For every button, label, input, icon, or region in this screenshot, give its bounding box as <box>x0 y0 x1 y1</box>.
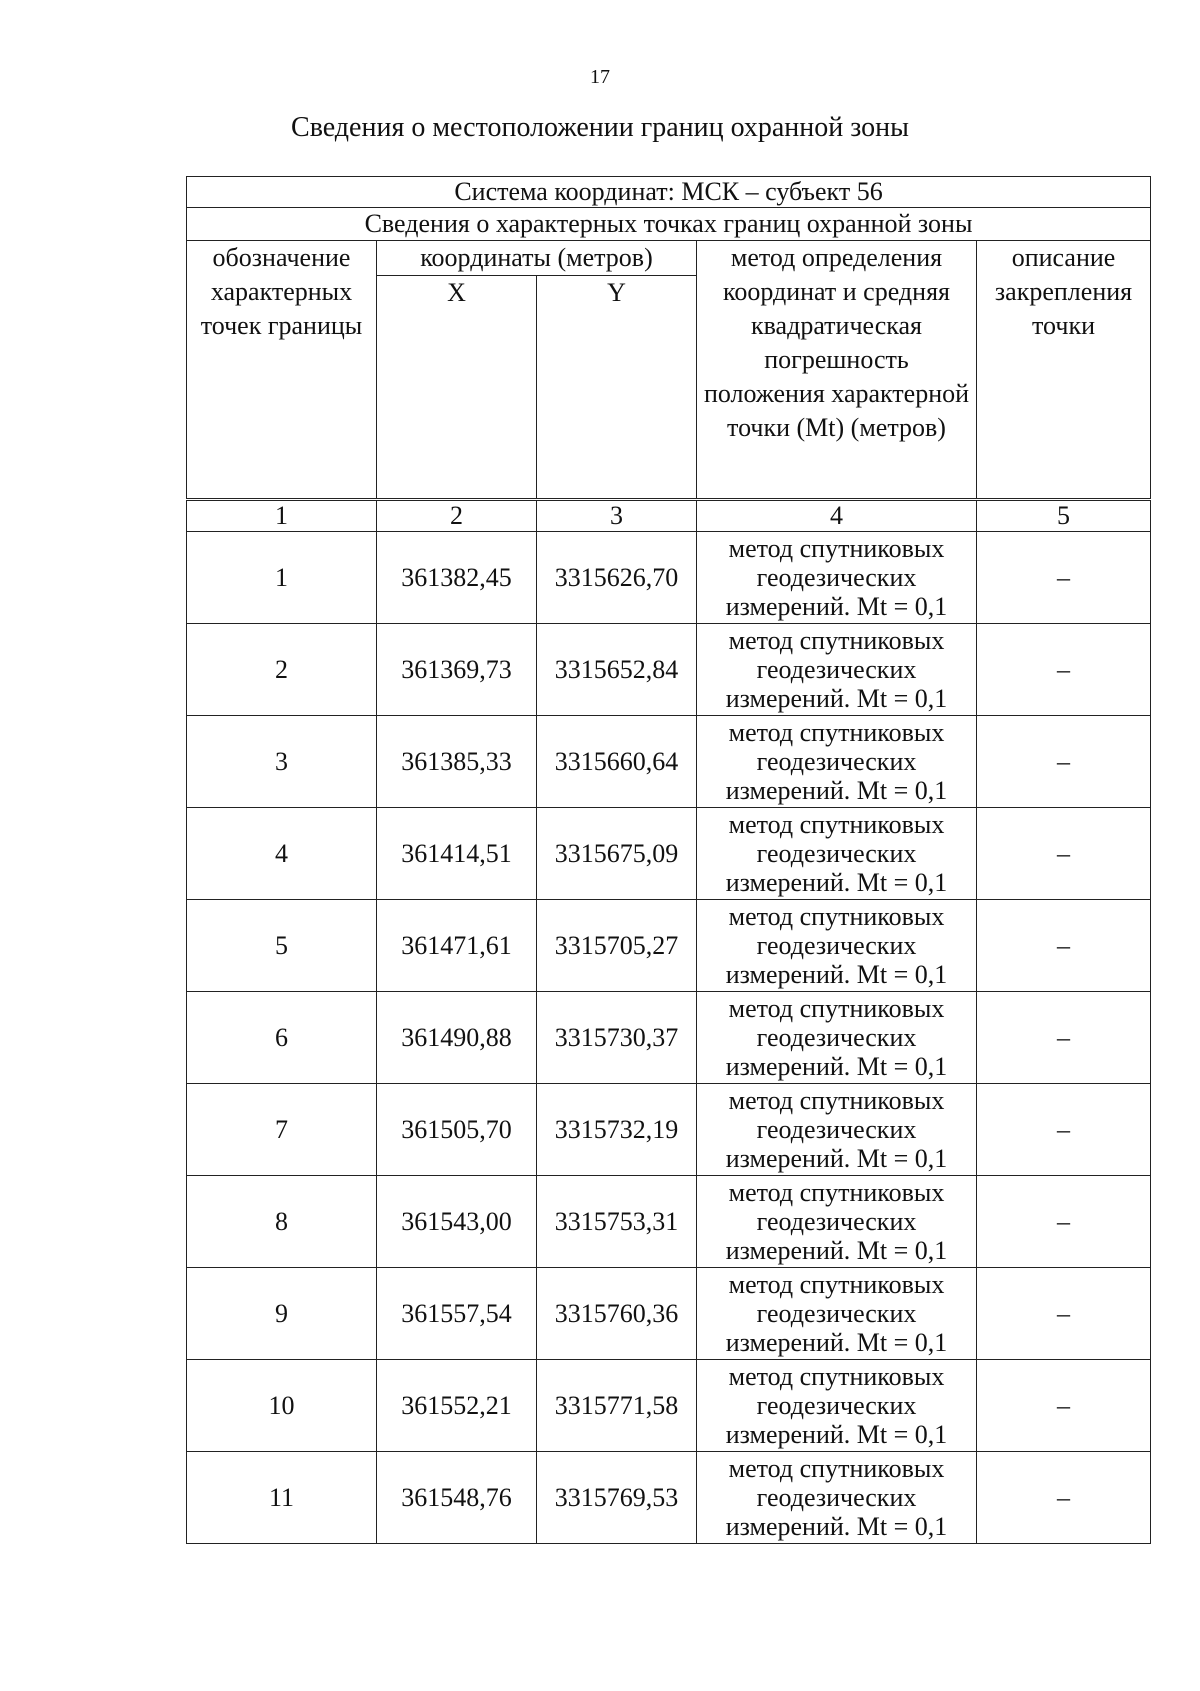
cell-y: 3315732,19 <box>537 1084 697 1176</box>
cell-x: 361385,33 <box>377 716 537 808</box>
cell-x: 361382,45 <box>377 532 537 624</box>
table-row <box>187 1176 1151 1268</box>
column-number: 5 <box>977 500 1151 532</box>
cell-y: 3315769,53 <box>537 1452 697 1544</box>
cell-fixing: – <box>977 992 1151 1084</box>
cell-point: 2 <box>187 624 377 716</box>
cell-point: 10 <box>187 1360 377 1452</box>
column-numbers-row <box>187 500 1151 532</box>
coordinate-system-header: Система координат: МСК – субъект 56 <box>187 177 1151 208</box>
table-row <box>187 1452 1151 1544</box>
cell-point: 4 <box>187 808 377 900</box>
cell-method: метод спутниковых геодезических измерений. Mt = 0,1 <box>697 900 977 992</box>
cell-point: 7 <box>187 1084 377 1176</box>
cell-y: 3315771,58 <box>537 1360 697 1452</box>
cell-x: 361505,70 <box>377 1084 537 1176</box>
cell-y: 3315626,70 <box>537 532 697 624</box>
cell-y: 3315753,31 <box>537 1176 697 1268</box>
table-row <box>187 624 1151 716</box>
table-row <box>187 1268 1151 1360</box>
header-point: обозначение характерных точек границы <box>187 241 377 500</box>
header-y: Y <box>537 276 697 500</box>
cell-fixing: – <box>977 1084 1151 1176</box>
cell-fixing: – <box>977 716 1151 808</box>
cell-fixing: – <box>977 624 1151 716</box>
cell-method: метод спутниковых геодезических измерений. Mt = 0,1 <box>697 532 977 624</box>
column-number: 4 <box>697 500 977 532</box>
header-x: X <box>377 276 537 500</box>
cell-fixing: – <box>977 808 1151 900</box>
cell-fixing: – <box>977 900 1151 992</box>
cell-y: 3315705,27 <box>537 900 697 992</box>
cell-method: метод спутниковых геодезических измерений. Mt = 0,1 <box>697 992 977 1084</box>
page-number: 17 <box>590 66 610 88</box>
cell-x: 361543,00 <box>377 1176 537 1268</box>
cell-y: 3315652,84 <box>537 624 697 716</box>
table-row <box>187 900 1151 992</box>
column-number: 2 <box>377 500 537 532</box>
table-row <box>187 532 1151 624</box>
section-title-header: Сведения о характерных точках границ охранной зоны <box>187 208 1151 241</box>
cell-x: 361414,51 <box>377 808 537 900</box>
boundary-points-table <box>186 176 1151 1544</box>
cell-fixing: – <box>977 1360 1151 1452</box>
cell-point: 9 <box>187 1268 377 1360</box>
table-row <box>187 716 1151 808</box>
cell-x: 361471,61 <box>377 900 537 992</box>
cell-method: метод спутниковых геодезических измерений. Mt = 0,1 <box>697 1084 977 1176</box>
cell-x: 361548,76 <box>377 1452 537 1544</box>
cell-y: 3315730,37 <box>537 992 697 1084</box>
cell-x: 361490,88 <box>377 992 537 1084</box>
cell-fixing: – <box>977 1452 1151 1544</box>
cell-point: 11 <box>187 1452 377 1544</box>
cell-point: 6 <box>187 992 377 1084</box>
header-method: метод определения координат и средняя квадратическая погрешность положения характерной точки (Mt) (метров) <box>697 241 977 500</box>
cell-method: метод спутниковых геодезических измерений. Mt = 0,1 <box>697 1360 977 1452</box>
table-row <box>187 808 1151 900</box>
cell-x: 361369,73 <box>377 624 537 716</box>
header-coordinates: координаты (метров) <box>377 241 697 276</box>
table-row <box>187 1360 1151 1452</box>
table-body <box>187 532 1151 1544</box>
cell-point: 1 <box>187 532 377 624</box>
cell-fixing: – <box>977 1268 1151 1360</box>
table-row <box>187 992 1151 1084</box>
cell-x: 361552,21 <box>377 1360 537 1452</box>
column-number: 3 <box>537 500 697 532</box>
cell-fixing: – <box>977 1176 1151 1268</box>
cell-y: 3315660,64 <box>537 716 697 808</box>
cell-method: метод спутниковых геодезических измерений. Mt = 0,1 <box>697 1268 977 1360</box>
cell-fixing: – <box>977 532 1151 624</box>
cell-point: 8 <box>187 1176 377 1268</box>
cell-point: 3 <box>187 716 377 808</box>
cell-method: метод спутниковых геодезических измерений. Mt = 0,1 <box>697 808 977 900</box>
cell-method: метод спутниковых геодезических измерений. Mt = 0,1 <box>697 624 977 716</box>
cell-y: 3315675,09 <box>537 808 697 900</box>
cell-point: 5 <box>187 900 377 992</box>
cell-method: метод спутниковых геодезических измерений. Mt = 0,1 <box>697 716 977 808</box>
column-number: 1 <box>187 500 377 532</box>
header-fixing: описание закрепления точки <box>977 241 1151 500</box>
cell-method: метод спутниковых геодезических измерений. Mt = 0,1 <box>697 1176 977 1268</box>
cell-y: 3315760,36 <box>537 1268 697 1360</box>
table-row <box>187 1084 1151 1176</box>
cell-x: 361557,54 <box>377 1268 537 1360</box>
page-title: Сведения о местоположении границ охранной зоны <box>291 112 909 143</box>
cell-method: метод спутниковых геодезических измерений. Mt = 0,1 <box>697 1452 977 1544</box>
